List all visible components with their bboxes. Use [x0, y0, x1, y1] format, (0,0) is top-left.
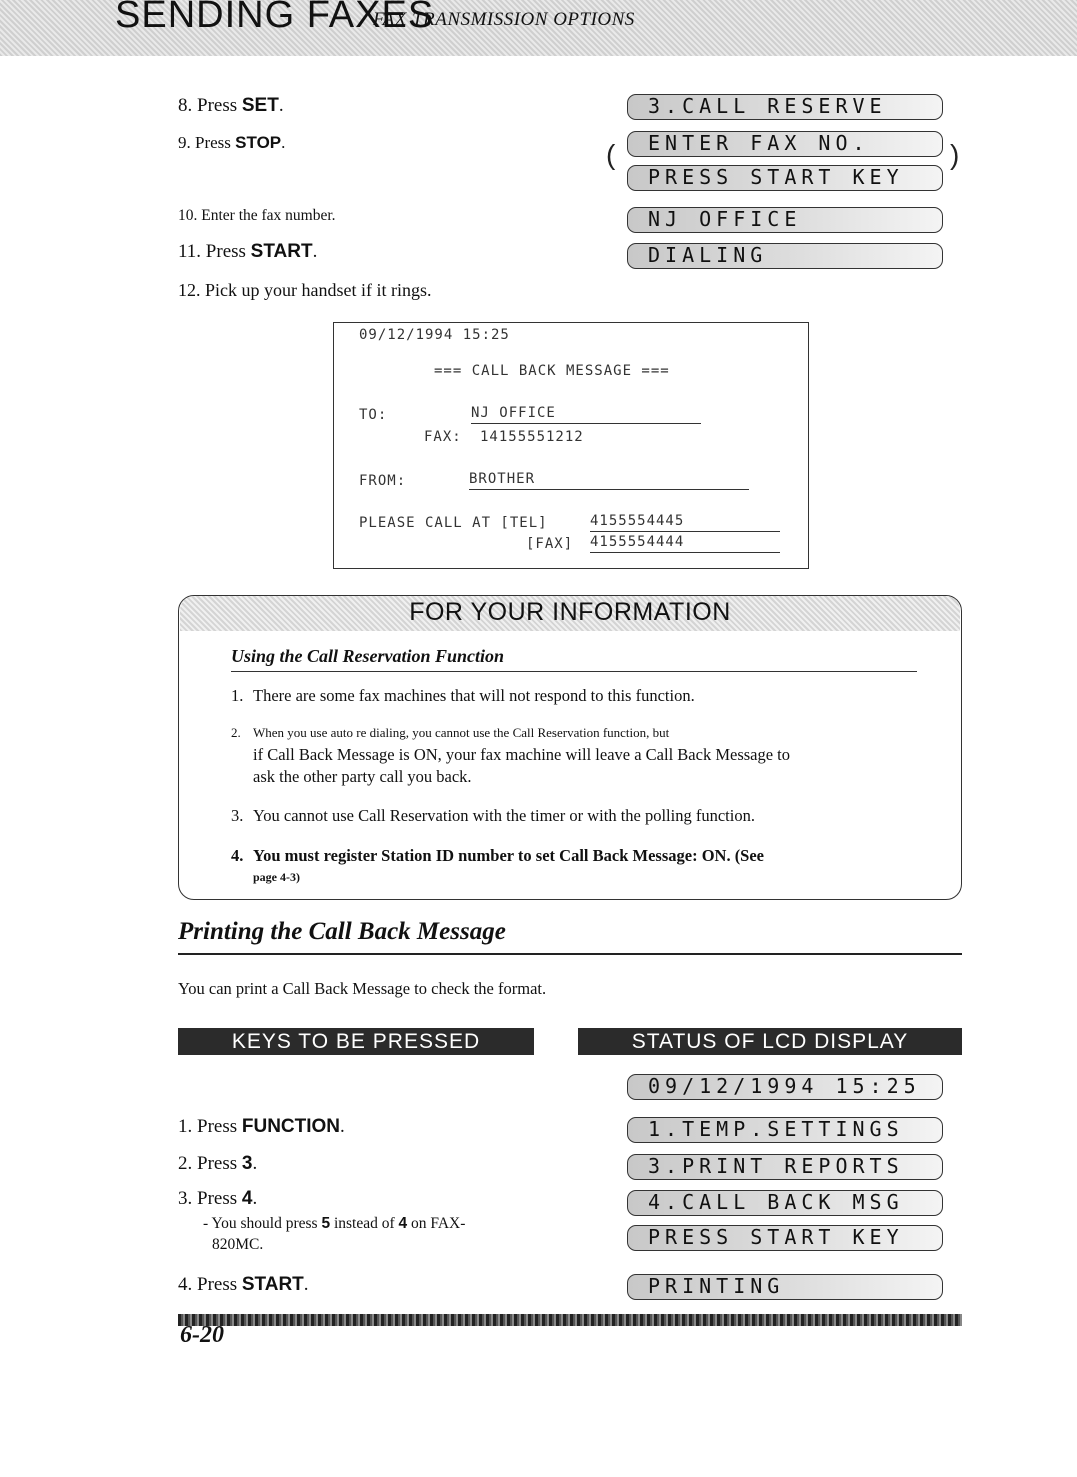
- message-to-label: TO:: [359, 407, 388, 423]
- lcd-datetime: 09/12/1994 15:25: [627, 1074, 943, 1100]
- lcd-call-reserve: 3.CALL RESERVE: [627, 94, 943, 120]
- step-12: 12. Pick up your handset if it rings.: [178, 280, 432, 300]
- fyi-item-2-line-1: When you use auto re dialing, you cannot use the Call Reservation function, but: [253, 725, 670, 740]
- section-intro: You can print a Call Back Message to check the format.: [178, 979, 547, 998]
- section-title: Printing the Call Back Message: [178, 918, 506, 945]
- lcd-temp-settings: 1.TEMP.SETTINGS: [627, 1117, 943, 1143]
- loop-bracket-right-icon: ): [950, 139, 960, 170]
- lcd-call-back-msg: 4.CALL BACK MSG: [627, 1190, 943, 1216]
- lcd-printing: PRINTING: [627, 1274, 943, 1300]
- section-rule: [178, 953, 962, 955]
- message-fax-label: FAX:: [424, 429, 462, 445]
- loop-bracket-left-icon: (: [606, 139, 616, 170]
- page-subtitle: FAX TRANSMISSION OPTIONS: [373, 9, 635, 30]
- fax-820mc-note-line-2: 820MC.: [212, 1236, 264, 1253]
- message-fax2-label: [FAX]: [526, 536, 574, 552]
- lcd-press-start-key: PRESS START KEY: [627, 165, 943, 191]
- message-from-label: FROM:: [359, 473, 407, 489]
- fyi-item-3-line-1: You cannot use Call Reservation with the timer or with the polling function.: [253, 806, 755, 825]
- message-datetime: 09/12/1994 15:25: [359, 327, 510, 343]
- footer-band: [178, 1314, 962, 1326]
- fyi-item-2-num: 2.: [231, 725, 241, 740]
- fyi-item-1-line-1: There are some fax machines that will not respond to this function.: [253, 686, 695, 705]
- step-11: 11. Press START.: [178, 241, 318, 262]
- fyi-divider: [231, 671, 917, 672]
- message-from-value: BROTHER: [469, 471, 749, 490]
- fyi-subtitle: Using the Call Reservation Function: [231, 646, 505, 666]
- keys-banner: KEYS TO BE PRESSED: [178, 1028, 534, 1055]
- page-title: SENDING FAXES: [115, 0, 435, 36]
- bottom-step-1: 1. Press FUNCTION.: [178, 1116, 345, 1137]
- fyi-item-2-line-2: if Call Back Message is ON, your fax machine will leave a Call Back Message to: [253, 745, 791, 764]
- step-10: 10. Enter the fax number.: [178, 207, 336, 224]
- fyi-item-4-num: 4.: [231, 846, 244, 865]
- fyi-item-2-line-3: ask the other party call you back.: [253, 767, 472, 786]
- bottom-step-2: 2. Press 3.: [178, 1153, 258, 1174]
- lcd-nj-office: NJ OFFICE: [627, 207, 943, 233]
- message-to-value: NJ OFFICE: [471, 405, 701, 424]
- fyi-item-4-line-2: page 4-3): [253, 870, 300, 884]
- fax-820mc-note: - You should press 5 instead of 4 on FAX-: [203, 1215, 466, 1232]
- message-please-call-label: PLEASE CALL AT [TEL]: [359, 515, 548, 531]
- fyi-item-1-num: 1.: [231, 686, 244, 705]
- lcd-press-start-key-2: PRESS START KEY: [627, 1225, 943, 1251]
- step-8: 8. Press SET.: [178, 95, 284, 116]
- lcd-dialing: DIALING: [627, 243, 943, 269]
- message-fax2-value: 4155554444: [590, 534, 780, 553]
- bottom-step-4: 4. Press START.: [178, 1274, 309, 1295]
- message-heading: === CALL BACK MESSAGE ===: [434, 363, 670, 379]
- page-number: 6-20: [180, 1322, 224, 1348]
- message-fax-value: 14155551212: [480, 429, 584, 445]
- call-back-message-sample: [333, 322, 809, 569]
- fyi-item-3-num: 3.: [231, 806, 244, 825]
- step-9: 9. Press STOP.: [178, 133, 286, 152]
- bottom-step-3: 3. Press 4.: [178, 1188, 258, 1209]
- message-tel-value: 4155554445: [590, 513, 780, 532]
- fyi-title: FOR YOUR INFORMATION: [409, 598, 731, 626]
- lcd-print-reports: 3.PRINT REPORTS: [627, 1154, 943, 1180]
- lcd-enter-fax-no: ENTER FAX NO.: [627, 131, 943, 157]
- status-banner: STATUS OF LCD DISPLAY: [578, 1028, 962, 1055]
- fyi-item-4-line-1: You must register Station ID number to set Call Back Message: ON. (See: [253, 846, 765, 865]
